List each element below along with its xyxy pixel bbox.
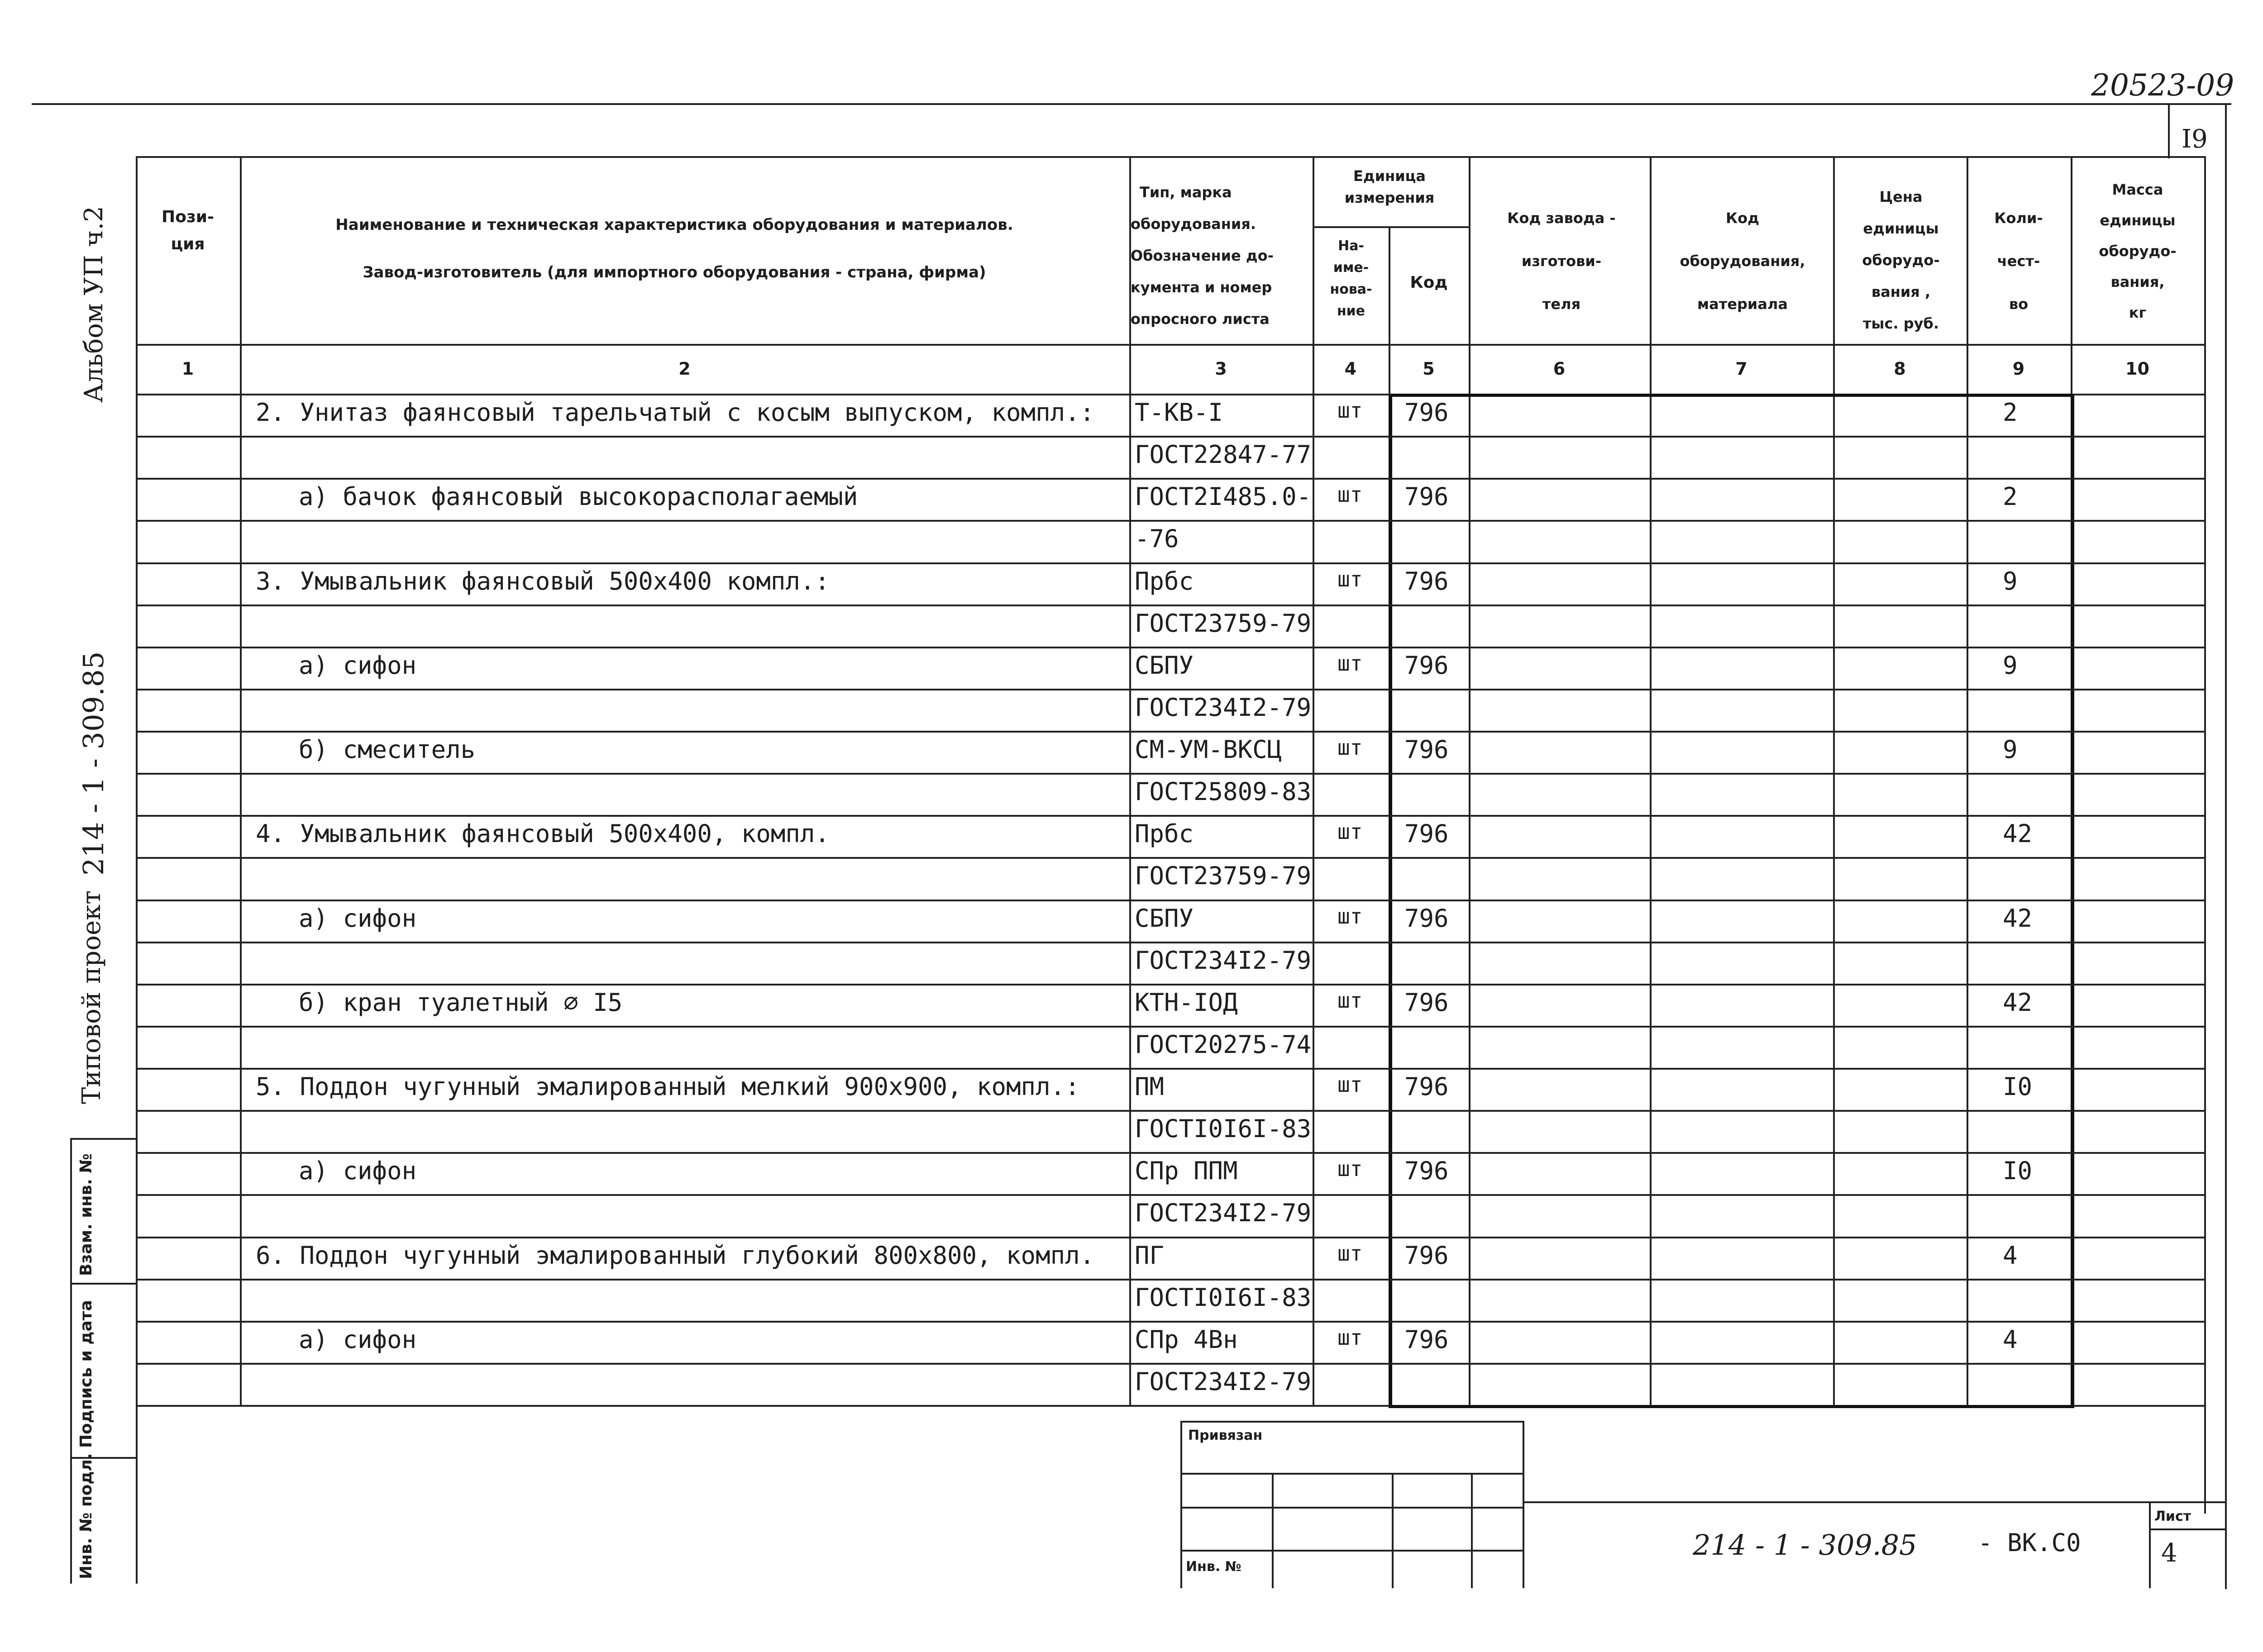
item-name: а) сифон	[299, 904, 417, 933]
row-rule	[136, 647, 2206, 648]
footer-top	[1180, 1421, 1524, 1423]
row-rule	[136, 689, 2206, 690]
row-rule	[136, 1237, 2206, 1238]
item-unit: шт	[1337, 651, 1363, 676]
item-name: 2. Унитаз фаянсовый тарельчатый с косым выпуском, компл.:	[256, 398, 1095, 427]
item-unit-code: 796	[1404, 1325, 1449, 1354]
item-unit: шт	[1337, 1072, 1363, 1097]
item-unit: шт	[1337, 1325, 1363, 1350]
header-bottom-rule	[136, 344, 2206, 346]
item-type: Т-КВ-I	[1135, 398, 1223, 427]
item-unit-code: 796	[1404, 735, 1449, 764]
item-unit: шт	[1337, 904, 1363, 928]
item-name: б) кран туалетный ∅ I5	[299, 988, 623, 1017]
row-rule	[136, 605, 2206, 606]
footer-right	[1523, 1421, 1524, 1588]
row-rule	[136, 1068, 2206, 1070]
stamp-label-podpis: Подпись и дата	[77, 1300, 95, 1448]
stamp-rule-1	[70, 1138, 136, 1140]
item-quantity: 42	[2003, 988, 2033, 1017]
header-col9: Коли- чест- во	[1994, 209, 2043, 313]
row-rule	[136, 1026, 2206, 1028]
row-rule	[136, 478, 2206, 480]
header-col1: Пози- ция	[162, 208, 214, 253]
item-quantity: 9	[2003, 651, 2018, 680]
row-rule	[136, 1110, 2206, 1112]
item-type: СБПУ	[1135, 651, 1194, 680]
row-rule	[136, 562, 2206, 564]
designation-suffix: - ВК.С0	[1978, 1528, 2081, 1557]
designation: 214 - 1 - 309.85	[1693, 1528, 1917, 1562]
row-rule	[136, 900, 2206, 901]
page-corner-number: I9	[2182, 124, 2208, 154]
item-type: СПр 4Вн	[1135, 1325, 1238, 1354]
item-unit: шт	[1337, 482, 1363, 507]
item-type: ПМ	[1135, 1072, 1165, 1101]
item-name: 5. Поддон чугунный эмалированный мелкий 900х900, компл.:	[256, 1072, 1080, 1101]
item-quantity: 9	[2003, 567, 2018, 595]
stamp-label-inv: Инв. № подл.	[77, 1453, 95, 1579]
column-number-3: 3	[1215, 359, 1227, 379]
stamp-label-vzam: Взам. инв. №	[77, 1153, 95, 1276]
project-type-label: Типовой проект	[77, 890, 106, 1104]
column-divider-6	[1650, 156, 1652, 1405]
item-type: ГОСТ234I2-79	[1135, 693, 1312, 722]
item-unit-code: 796	[1404, 819, 1449, 848]
footer-div-1	[1272, 1473, 1274, 1588]
item-unit-code: 796	[1404, 1072, 1449, 1101]
row-rule	[136, 942, 2206, 943]
column-divider-1	[240, 156, 242, 1405]
sheet-label: Лист	[2154, 1509, 2191, 1524]
item-unit-code: 796	[1404, 1157, 1449, 1185]
column-number-1: 1	[181, 359, 194, 379]
album-label: Альбом УП ч.2	[79, 206, 109, 403]
corner-box-left	[2168, 105, 2170, 158]
item-type: ГОСТ23759-79	[1135, 609, 1312, 638]
item-type: ГОСТ234I2-79	[1135, 946, 1312, 975]
item-type: ГОСТI0I6I-83	[1135, 1283, 1312, 1312]
privyazan-label: Привязан	[1188, 1428, 1263, 1443]
stamp-rule-2	[70, 1283, 136, 1285]
row-rule	[136, 1194, 2206, 1196]
row-rule	[136, 1321, 2206, 1323]
table-top-rule	[136, 156, 2206, 158]
column-divider-0	[136, 156, 138, 1405]
footer-rule-3	[1180, 1550, 1524, 1552]
row-rule	[136, 815, 2206, 817]
header-col8: Цена единицы оборудо- вания , тыс. руб.	[1862, 188, 1940, 332]
item-unit: шт	[1337, 1157, 1363, 1181]
item-name: 6. Поддон чугунный эмалированный глубокий 800х800, компл.	[256, 1241, 1095, 1270]
item-name: 4. Умывальник фаянсовый 500х400, компл.	[256, 819, 830, 848]
header-col5: Код	[1410, 273, 1448, 292]
item-name: а) сифон	[299, 1325, 417, 1354]
footer-div-2	[1392, 1473, 1394, 1588]
item-name: б) смеситель	[299, 735, 476, 764]
item-type: ПГ	[1135, 1241, 1165, 1270]
sheet-number: 4	[2161, 1538, 2177, 1568]
footer-rule-1	[1180, 1473, 1524, 1475]
item-unit-code: 796	[1404, 567, 1449, 595]
header-unit-title: Единица измерения	[1344, 167, 1435, 206]
item-name: а) бачок фаянсовый высокорасполагаемый	[299, 482, 858, 511]
row-rule	[136, 984, 2206, 985]
item-type: СМ-УМ-ВКСЦ	[1135, 735, 1282, 764]
column-number-8: 8	[1894, 359, 1906, 379]
column-number-9: 9	[2012, 359, 2025, 379]
item-type: ГОСТ25809-83	[1135, 777, 1312, 806]
item-type: ГОСТ234I2-79	[1135, 1199, 1312, 1227]
item-unit-code: 796	[1404, 651, 1449, 680]
item-unit: шт	[1337, 398, 1363, 423]
header-col10: Масса единицы оборудо- вания, кг	[2099, 181, 2177, 321]
item-type: ГОСТ23759-79	[1135, 862, 1312, 890]
unit-subheader-rule	[1313, 226, 1469, 228]
sheet-box-rule	[2149, 1528, 2226, 1530]
item-type: Прбс	[1135, 567, 1194, 595]
item-unit-code: 796	[1404, 398, 1449, 427]
item-type: СБПУ	[1135, 904, 1194, 933]
item-quantity: 42	[2003, 819, 2033, 848]
header-col4: На- име- нова- ние	[1330, 238, 1372, 319]
item-quantity: 2	[2003, 398, 2018, 427]
header-col2: Наименование и техническая характеристика оборудования и материалов. Завод-изготовитель (для импортного оборудования - страна, фирма)	[335, 216, 1013, 281]
column-number-6: 6	[1553, 359, 1566, 379]
item-type: ГОСТI0I6I-83	[1135, 1114, 1312, 1143]
column-number-4: 4	[1344, 359, 1357, 379]
header-col7: Код оборудования, материала	[1680, 209, 1805, 313]
item-unit: шт	[1337, 988, 1363, 1013]
item-quantity: 9	[2003, 735, 2018, 764]
item-type: ГОСТ234I2-79	[1135, 1367, 1312, 1396]
project-code-side: 214 - 1 - 309.85	[77, 651, 110, 876]
header-col3: Тип, марка оборудования. Обозначение до- кумента и номер опросного листа	[1131, 184, 1274, 328]
item-type: ГОСТ2I485.0-	[1135, 482, 1312, 511]
top-rule	[32, 103, 2231, 105]
column-number-10: 10	[2125, 359, 2149, 379]
footer-left	[1180, 1421, 1182, 1588]
stamp-col-left	[70, 1138, 72, 1584]
item-type: ГОСТ22847-77	[1135, 440, 1312, 469]
item-unit-code: 796	[1404, 482, 1449, 511]
item-name: 3. Умывальник фаянсовый 500х400 компл.:	[256, 567, 830, 595]
thick-frame-top	[1389, 394, 2074, 397]
item-unit-code: 796	[1404, 1241, 1449, 1270]
thick-frame-bottom	[1389, 1405, 2074, 1408]
corner-box-right	[2225, 105, 2227, 1589]
row-rule	[136, 731, 2206, 733]
column-divider-5	[1469, 156, 1470, 1405]
item-unit: шт	[1337, 735, 1363, 760]
item-quantity: 4	[2003, 1325, 2018, 1354]
column-divider-3	[1313, 156, 1314, 1405]
document-number: 20523-09	[2091, 68, 2234, 103]
footer-div-3	[1471, 1473, 1473, 1588]
column-number-7: 7	[1735, 359, 1747, 379]
item-unit: шт	[1337, 567, 1363, 591]
page-right-rule	[2204, 1405, 2206, 1514]
sheet-box-left	[2149, 1501, 2151, 1588]
title-block-top	[1524, 1501, 2225, 1503]
column-divider-2	[1129, 156, 1131, 1405]
row-rule	[136, 857, 2206, 859]
item-type: ГОСТ20275-74	[1135, 1030, 1312, 1059]
row-rule	[136, 520, 2206, 522]
item-quantity: 42	[2003, 904, 2033, 933]
item-type: СПр ППМ	[1135, 1157, 1238, 1185]
header-col6: Код завода - изготови- теля	[1507, 209, 1616, 313]
item-quantity: I0	[2003, 1157, 2033, 1185]
row-rule	[136, 436, 2206, 438]
column-divider-7	[1833, 156, 1835, 1405]
item-type: Прбс	[1135, 819, 1194, 848]
column-number-2: 2	[678, 359, 691, 379]
item-unit-code: 796	[1404, 904, 1449, 933]
item-unit-code: 796	[1404, 988, 1449, 1017]
column-number-5: 5	[1423, 359, 1435, 379]
row-rule	[136, 1152, 2206, 1154]
item-unit: шт	[1337, 819, 1363, 844]
column-divider-8	[1967, 156, 1968, 1405]
item-name: а) сифон	[299, 651, 417, 680]
item-type: -76	[1135, 524, 1179, 553]
row-rule	[136, 1279, 2206, 1281]
item-quantity: 4	[2003, 1241, 2018, 1270]
item-quantity: I0	[2003, 1072, 2033, 1101]
row-rule	[136, 1363, 2206, 1365]
row-rule	[136, 773, 2206, 775]
item-name: а) сифон	[299, 1157, 417, 1185]
item-quantity: 2	[2003, 482, 2018, 511]
item-type: КТН-IОД	[1135, 988, 1238, 1017]
column-divider-10	[2204, 156, 2206, 1405]
item-unit: шт	[1337, 1241, 1363, 1266]
inv-no-label: Инв. №	[1186, 1559, 1241, 1575]
footer-rule-2	[1180, 1507, 1524, 1509]
